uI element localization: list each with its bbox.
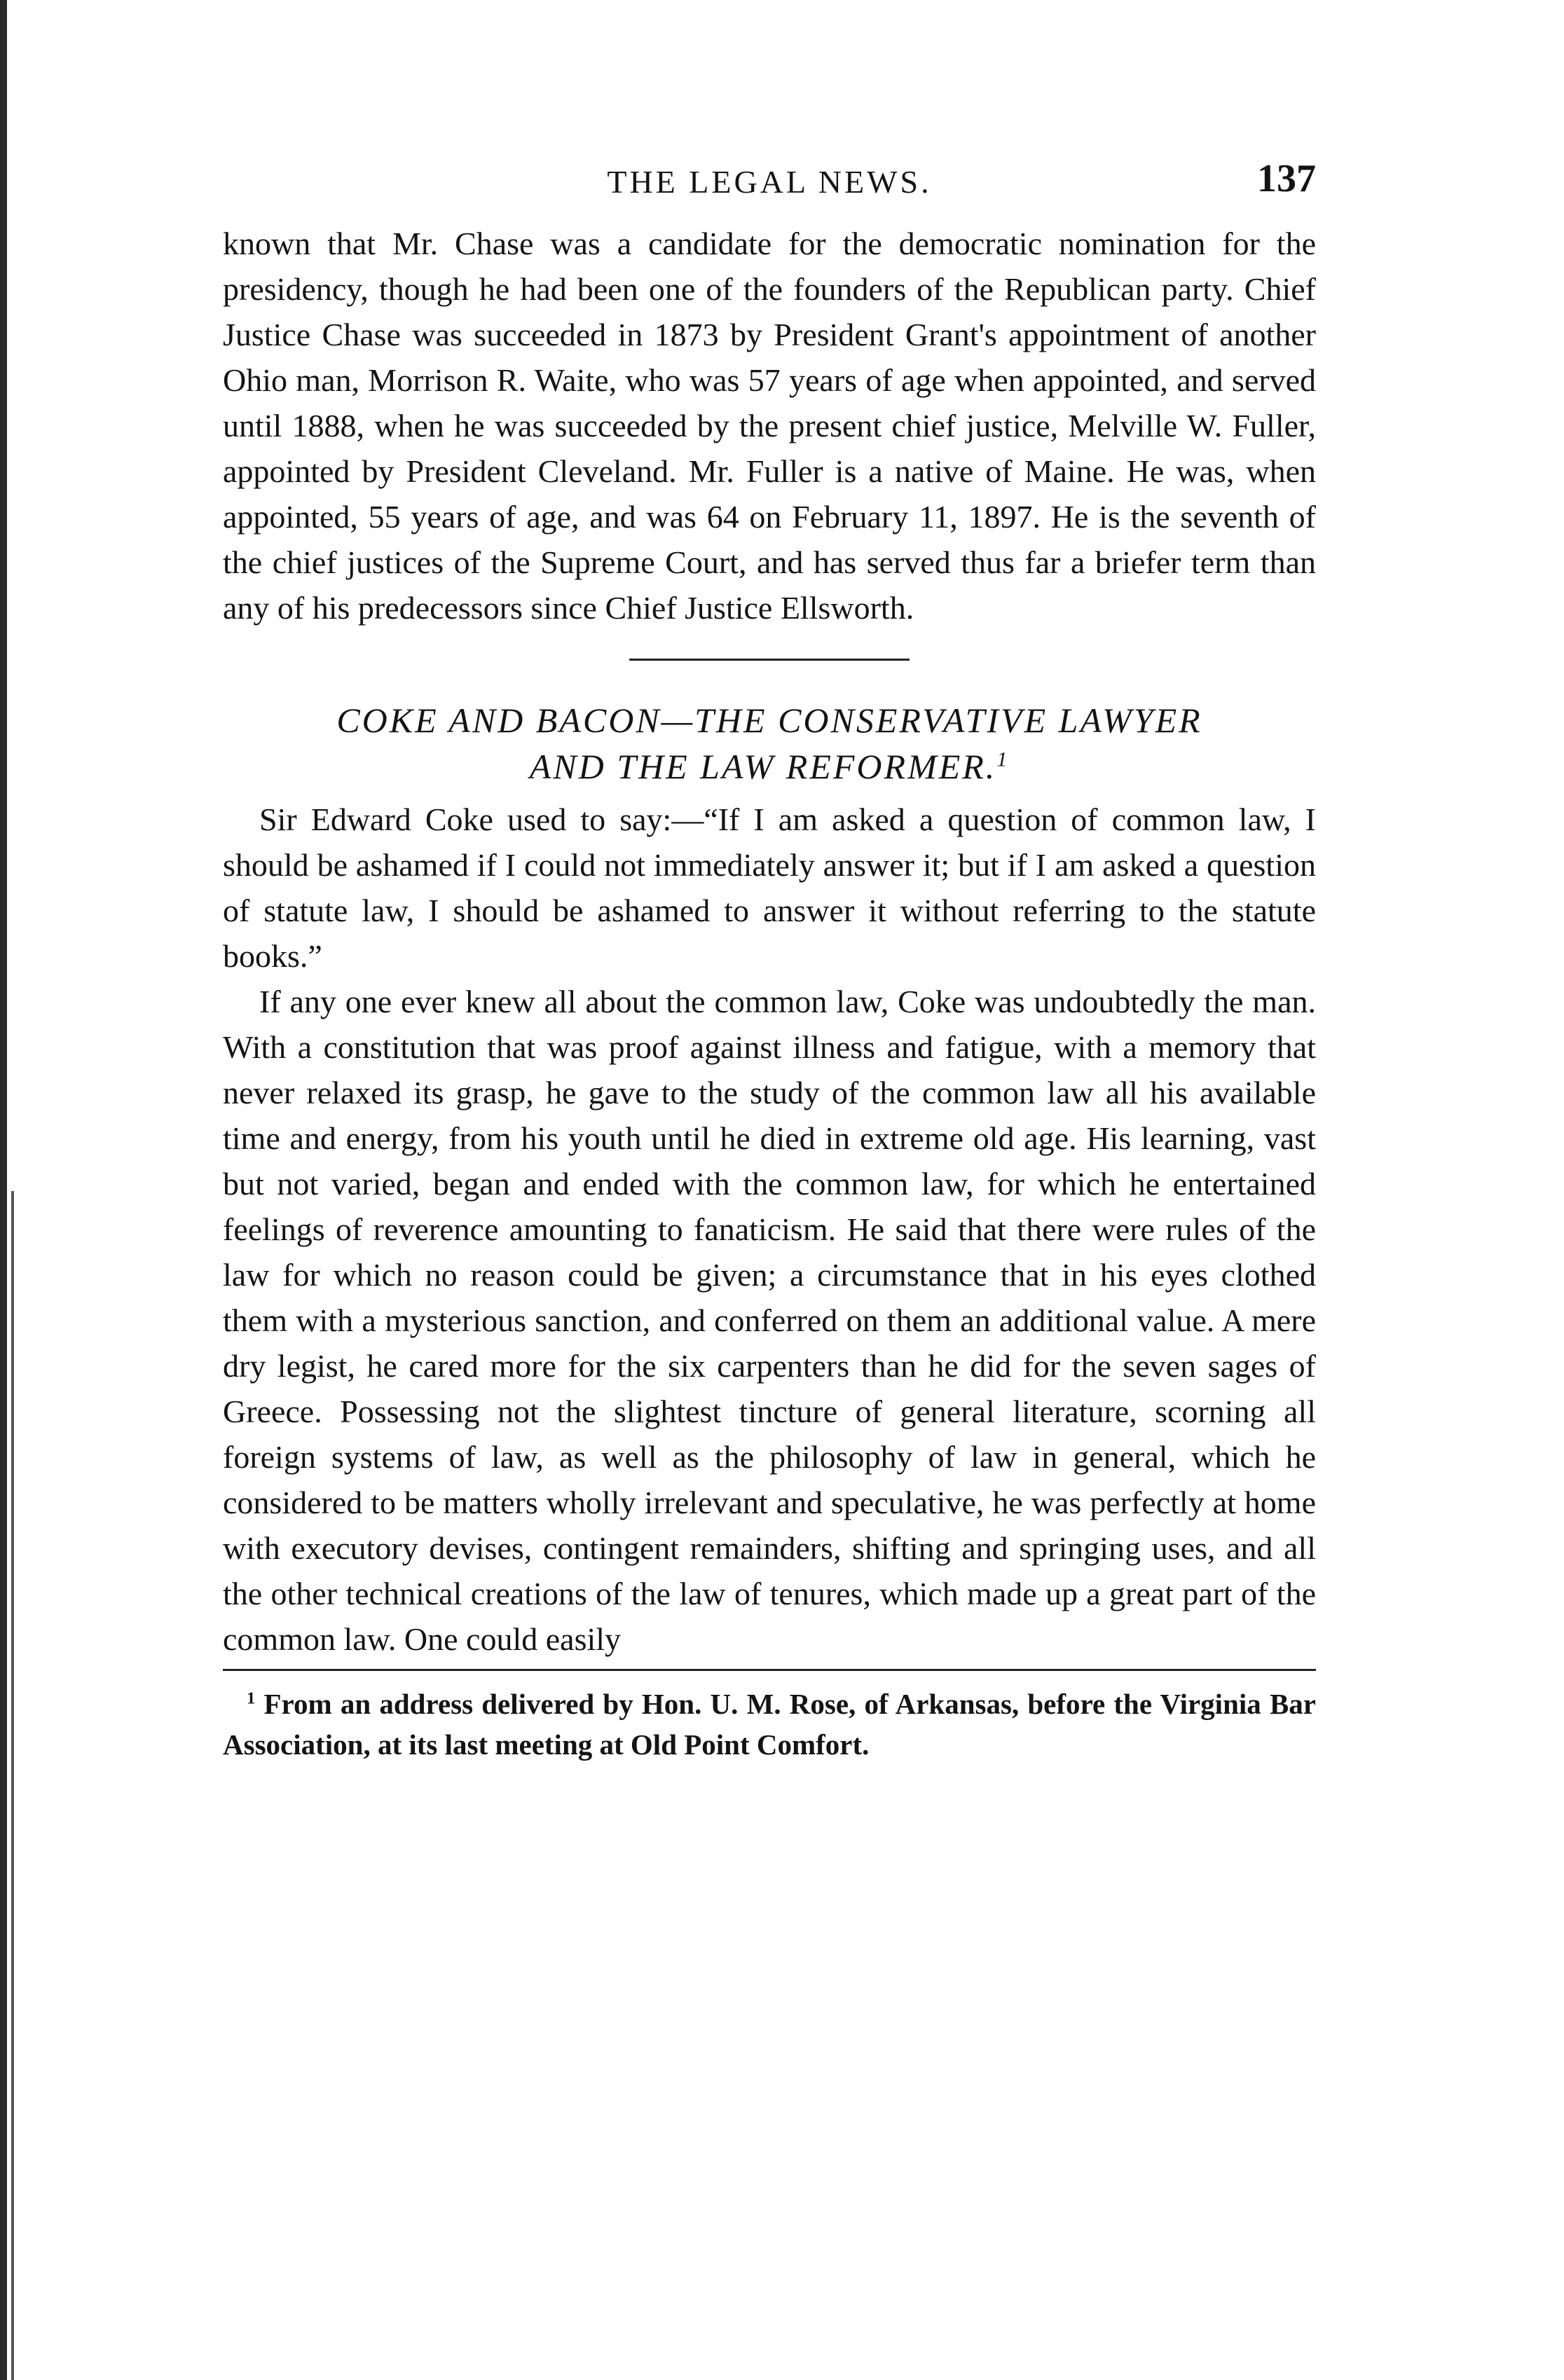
article-title-line-1: COKE AND BACON—THE CONSERVATIVE LAWYER bbox=[336, 701, 1202, 740]
footnote-rule bbox=[223, 1669, 1316, 1671]
article-title bbox=[223, 697, 1316, 790]
footnote-reference: 1 bbox=[996, 748, 1010, 771]
paragraph-coke-learning: If any one ever knew all about the common law, Coke was undoubtedly the man. With a constitution that was proof against illness and fatigue, with a memory that never relaxed its grasp, he gave to the study of the common law all his available time and energy, from his youth until he died in extreme old age. His learning, vast but not varied, began and ended with the common law, for which he entertained feelings of reverence amounting to fanaticism. He said that there were rules of the law for which no reason could be given; a circumstance that in his eyes clothed them with a mysterious sanction, and conferred on them an additional value. A mere dry legist, he cared more for the six carpenters than he did for the seven sages of Greece. Possessing not the slightest tincture of general literature, scorning all foreign systems of law, as well as the philosophy of law in general, which he considered to be matters wholly irrelevant and speculative, he was perfectly at home with executory devises, contingent remainders, shifting and springing uses, and all the other technical creations of the law of tenures, which made up a great part of the common law. One could easily bbox=[223, 984, 1316, 1657]
page-number: 137 bbox=[1257, 157, 1316, 200]
body-text bbox=[223, 221, 1316, 1662]
binding-edge bbox=[0, 0, 7, 2380]
running-title: THE LEGAL NEWS. bbox=[607, 164, 932, 200]
section-separator bbox=[629, 659, 910, 661]
article-title-line-2: AND THE LAW REFORMER. bbox=[529, 747, 997, 786]
running-head bbox=[223, 144, 1316, 221]
page bbox=[223, 144, 1316, 1765]
footnote-marker: 1 bbox=[247, 1688, 256, 1708]
binding-edge-shadow bbox=[11, 1191, 14, 2380]
paragraph-chase-succession: known that Mr. Chase was a candidate for the democratic nomination for the presidency, though he had been one of the founders of the Republican party. Chief Justice Chase was succeeded in 1873 by President Grant's appointment of another Ohio man, Morrison R. Waite, who was 57 years of age when appointed, and served until 1888, when he was succeeded by the present chief justice, Melville W. Fuller, appointed by President Cleveland. Mr. Fuller is a native of Maine. He was, when appointed, 55 years of age, and was 64 on February 11, 1897. He is the seventh of the chief justices of the Supreme Court, and has served thus far a briefer term than any of his predecessors since Chief Justice Ellsworth. bbox=[223, 226, 1316, 626]
footnote-text: From an address delivered by Hon. U. M. Rose, of Arkansas, before the Virginia Bar Association, at its last meeting at Old Point Comfort. bbox=[223, 1688, 1317, 1761]
footnote bbox=[223, 1684, 1316, 1765]
paragraph-coke-quote: Sir Edward Coke used to say:—“If I am asked a question of common law, I should be ashamed if I could not immediately answer it; but if I am asked a question of statute law, I should be ashamed to answer it without referring to the statute books.” bbox=[223, 802, 1316, 974]
